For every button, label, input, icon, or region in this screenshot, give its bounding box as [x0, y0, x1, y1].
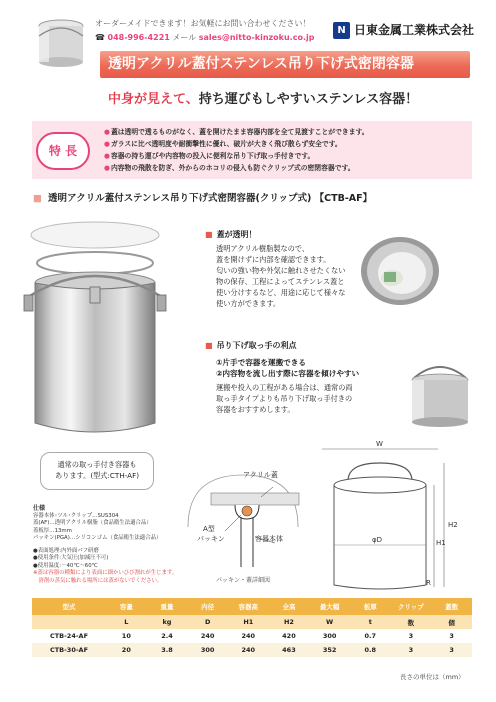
email-link[interactable]: sales@nitto-kinzoku.co.jp — [198, 33, 315, 42]
lid-panel-body — [216, 243, 356, 309]
handle-point: ①片手で容器を運搬できる — [216, 358, 306, 367]
table-cell: 352 — [309, 643, 350, 657]
features-label: 特 長 — [36, 132, 90, 170]
table-cell: 20 — [106, 643, 147, 657]
spec-title: 仕様 — [33, 505, 46, 512]
dim-label-w: W — [376, 440, 383, 448]
table-cell: 240 — [228, 629, 269, 643]
table-cell: 3 — [431, 629, 472, 643]
table-header-cell: 全高 — [269, 598, 310, 615]
table-header-cell: 最大幅 — [309, 598, 350, 615]
handle-panel-heading-text: 吊り下げ取っ手の利点 — [216, 341, 297, 350]
table-header-cell: クリップ — [391, 598, 432, 615]
table-unit-row — [32, 615, 472, 629]
detail-caption: パッキン・蓋詳細図 — [216, 577, 270, 584]
handle-points — [216, 357, 359, 379]
subtitle — [108, 88, 418, 107]
detail-label-body: 容器本体 — [255, 535, 283, 543]
feature-item: ● 内容物の飛散を防ぎ、外からのホコリの侵入も防ぐクリップ式の密閉容器です。 — [104, 162, 369, 174]
dim-label-r: R — [426, 579, 431, 587]
note-line: 通常の取っ手付き容器も — [57, 460, 137, 469]
table-cell: 463 — [269, 643, 310, 657]
table-unit-cell: L — [106, 615, 147, 629]
spec-line: 蓋板厚…13mm — [33, 527, 72, 534]
table-cell: 3 — [431, 643, 472, 657]
features-list — [104, 126, 369, 174]
container-thumbnail-image — [30, 14, 92, 70]
table-header-cell: 型式 — [32, 598, 106, 615]
feature-item: ● 容器の持ち運びや内容物の投入に便利な吊り下げ取っ手付きです。 — [104, 150, 369, 162]
subtitle-highlight: 中身が見えて、 — [108, 92, 199, 107]
square-bullet-icon: ■ — [33, 193, 42, 204]
contact-line — [95, 32, 314, 43]
table-unit-cell: W — [309, 615, 350, 629]
lid-panel-line: 蓋を開けずに内部を確認できます。 — [216, 255, 331, 264]
lid-panel-heading — [205, 229, 257, 240]
spec-warning: ※蓋は容器の種類により表面に細かいひび割れが生じます。 — [33, 570, 178, 576]
dim-label-d: φD — [372, 536, 383, 544]
table-unit-cell: t — [350, 615, 391, 629]
table-cell: 2.4 — [147, 629, 188, 643]
title-banner: 透明アクリル蓋付ステンレス吊り下げ式密閉容器 — [100, 51, 470, 78]
table-header-row — [32, 598, 472, 615]
product-image — [10, 215, 180, 445]
feature-item: ● 蓋は透明で透るものがなく、蓋を開けたまま容器内部を全て見渡すことができます。 — [104, 126, 369, 138]
note-line: あります。(型式:CTH-AF) — [54, 471, 140, 480]
subtitle-rest: 持ち運びもしやすいステンレス容器！ — [198, 92, 419, 107]
spec-bullet: ●使用温度:－40℃～60℃ — [33, 562, 98, 569]
table-cell: CTB-24-AF — [32, 629, 106, 643]
lid-top-view-image — [360, 236, 440, 306]
spec-line: 蓋(AF)…透明アクリル樹脂（食品衛生法適合品） — [33, 520, 152, 526]
handle-point: ②内容物を流し出す際に容器を傾けやすい — [216, 369, 360, 378]
square-bullet-icon: ■ — [205, 230, 213, 239]
dim-label-h2: H2 — [448, 521, 458, 529]
table-cell: 3 — [391, 643, 432, 657]
table-cell: CTB-30-AF — [32, 643, 106, 657]
company-logo-mark: N — [333, 22, 350, 39]
table-cell: 300 — [187, 643, 228, 657]
handle-panel-line: 容器をおすすめします。 — [216, 405, 295, 414]
table-cell: 0.7 — [350, 629, 391, 643]
detail-label-lid: アクリル蓋 — [243, 471, 278, 479]
table-header-cell: 内径 — [187, 598, 228, 615]
handle-container-image — [408, 360, 472, 428]
spec-line: 容器本体･ツル･クリップ…SUS304 — [33, 512, 119, 519]
table-unit-cell: H2 — [269, 615, 310, 629]
dimension-diagram — [312, 435, 472, 595]
table-unit-cell: 個 — [431, 615, 472, 629]
table-unit-cell: 数 — [391, 615, 432, 629]
container-body — [35, 283, 155, 432]
table-header-cell: 蓋数 — [431, 598, 472, 615]
lid-panel-line: 物の保存、工程によってステンレス蓋と — [216, 277, 345, 286]
note-box — [40, 452, 154, 490]
specifications — [33, 505, 177, 585]
handle-panel-line: 取っ手タイプよりも吊り下げ取っ手付きの — [216, 394, 353, 403]
order-invitation-text: オーダーメイドできます！お気軽にお問い合わせください！ — [95, 19, 311, 28]
phone-number[interactable]: 048-996-4221 — [107, 33, 170, 42]
handle-panel-heading — [205, 340, 297, 351]
feature-item: ● ガラスに比べ透明度や耐衝撃性に優れ、破片が大きく飛び散らず安全です。 — [104, 138, 369, 150]
lid-panel-heading-text: 蓋が透明！ — [216, 230, 257, 239]
table-row — [32, 643, 472, 657]
table-cell: 3.8 — [147, 643, 188, 657]
phone-icon: ☎ — [95, 33, 105, 42]
dim-label-h1: H1 — [436, 539, 446, 547]
table-unit-cell — [32, 615, 106, 629]
spec-table — [32, 598, 472, 657]
table-cell: 420 — [269, 629, 310, 643]
table-unit-cell: kg — [147, 615, 188, 629]
unit-note: 長さの単位は（mm） — [400, 673, 465, 681]
packing-ring — [37, 252, 153, 274]
packing-lid-detail-diagram — [183, 455, 303, 585]
detail-label-packing: パッキン — [197, 535, 225, 543]
table-row — [32, 629, 472, 643]
spec-warning: 溶剤の蒸気に触れる場所には蓋がないでください。 — [33, 577, 163, 584]
lid-panel-line: 透明アクリル樹脂製なので、 — [216, 244, 310, 253]
table-cell: 300 — [309, 629, 350, 643]
table-header-cell: 容器高 — [228, 598, 269, 615]
spec-line: パッキン(PGA)…シリコンゴム（食品衛生法適合品） — [33, 535, 162, 541]
handle-panel-body — [216, 382, 410, 415]
lid-panel-line: 使い分けするなど、用途に応じて様々な — [216, 288, 346, 297]
detail-label-type: A型 — [203, 525, 215, 533]
section-heading — [33, 190, 372, 204]
table-unit-cell: D — [187, 615, 228, 629]
spec-bullet: ●表面処理:内外面バフ研磨 — [33, 547, 99, 554]
table-cell: 240 — [187, 629, 228, 643]
company-name: 日東金属工業株式会社 — [354, 23, 475, 37]
lid-panel-line: 使い方ができます。 — [216, 299, 281, 308]
table-cell: 10 — [106, 629, 147, 643]
table-unit-cell: H1 — [228, 615, 269, 629]
square-bullet-icon: ■ — [205, 341, 213, 350]
spec-bullet: ●使用条件:大気圧(加減圧不可) — [33, 555, 109, 561]
table-header-cell: 板厚 — [350, 598, 391, 615]
table-header-cell: 重量 — [147, 598, 188, 615]
mail-label: メール — [172, 33, 197, 42]
table-cell: 3 — [391, 629, 432, 643]
lid-panel-line: 匂いの強い物や外気に触れさせたくない — [216, 266, 346, 275]
table-cell: 240 — [228, 643, 269, 657]
table-header-cell: 容量 — [106, 598, 147, 615]
section-heading-text: 透明アクリル蓋付ステンレス吊り下げ式密閉容器(クリップ式) 【CTB-AF】 — [47, 193, 373, 204]
table-cell: 0.8 — [350, 643, 391, 657]
handle-panel-line: 運搬や投入の工程がある場合は、通常の両 — [216, 383, 353, 392]
acrylic-lid — [31, 222, 159, 248]
